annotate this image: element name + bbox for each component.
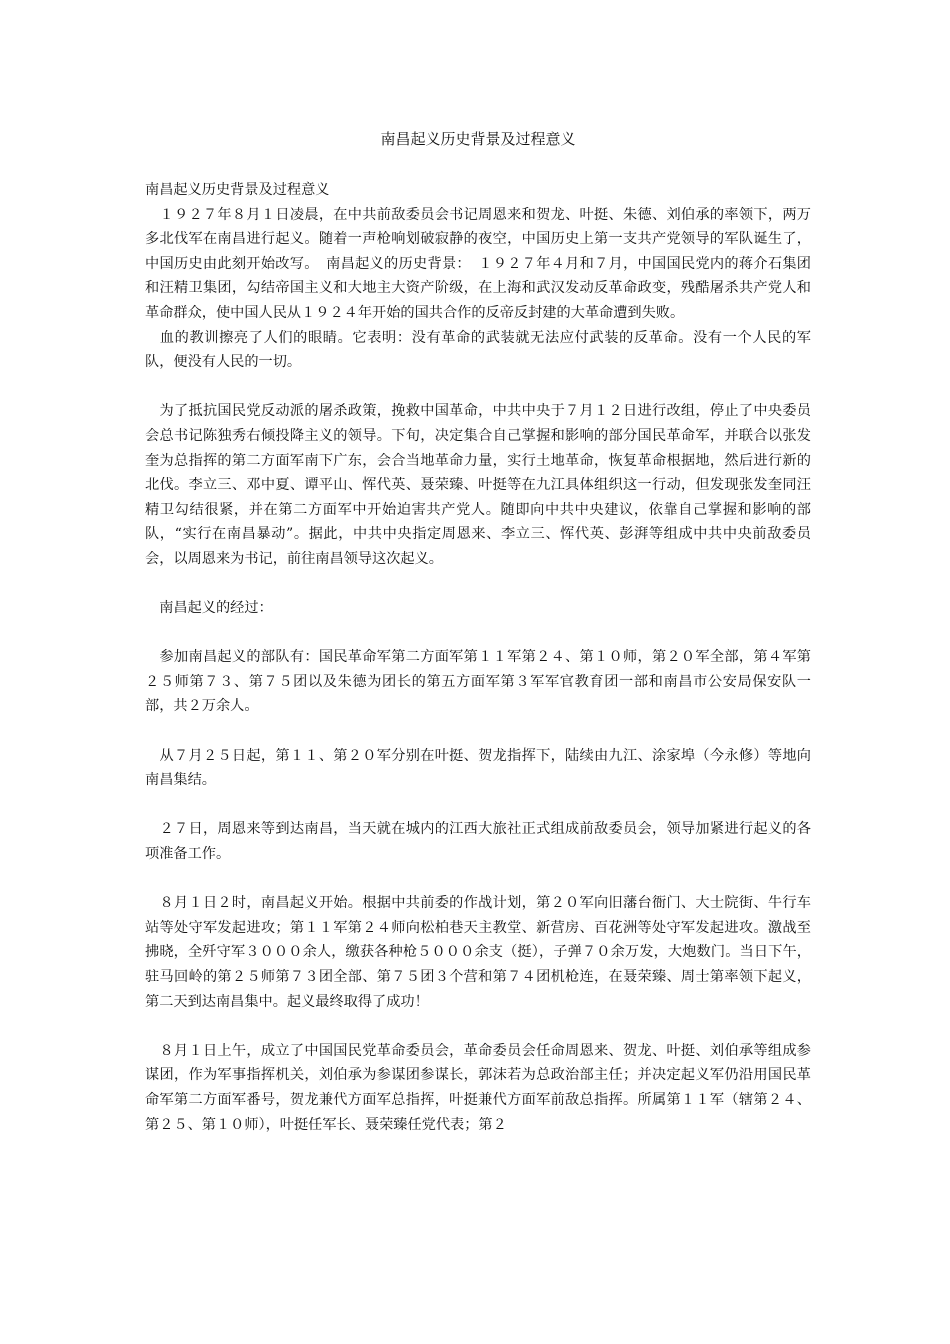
paragraph-gap (145, 719, 811, 744)
paragraph-gap (145, 375, 811, 400)
paragraph-gap (145, 793, 811, 818)
paragraph-gap (145, 572, 811, 597)
paragraph-gap (145, 1014, 811, 1039)
paragraph-gap (145, 621, 811, 646)
paragraph-subtitle: 南昌起义历史背景及过程意义 (145, 182, 330, 198)
paragraph-gap (145, 867, 811, 892)
document-body (145, 178, 811, 1137)
paragraph-assembly: 从７月２５日起，第１１、第２０军分别在叶挺、贺龙指挥下，陆续由九江、涂家埠（今永修）等地向南昌集结。 (145, 747, 811, 789)
paragraph-lesson: 血的教训擦亮了人们的眼睛。它表明：没有革命的武装就无法应付武装的反革命。没有一个人民的军队，便没有人民的一切。 (145, 329, 811, 371)
document-title: 南昌起义历史背景及过程意义 (380, 130, 576, 148)
paragraph-process-heading: 南昌起义的经过： (145, 600, 273, 617)
paragraph-committee: ８月１日上午，成立了中国国民党革命委员会，革命委员会任命周恩来、贺龙、叶挺、刘伯承等组成参谋团，作为军事指挥机关，刘伯承为参谋团参谋长，郭沫若为总政治部主任；并决定起义军仍沿用国民革命军第二方面军番号，贺龙兼代方面军总指挥，叶挺兼代方面军前敌总指挥。所属第１１军（辖第２４、第２５、第１０师），叶挺任军长、聂荣臻任党代表；第２ (145, 1042, 811, 1133)
paragraph-arrival: ２７日，周恩来等到达南昌，当天就在城内的江西大旅社正式组成前敌委员会，领导加紧进行起义的各项准备工作。 (145, 821, 811, 863)
paragraph-battle: ８月１日２时，南昌起义开始。根据中共前委的作战计划，第２０军向旧藩台衙门、大士院街、牛行车站等处守军发起进攻；第１１军第２４师向松柏巷天主教堂、新营房、百花洲等处守军发起进攻。激战至拂晓，全歼守军３０００余人，缴获各种枪５０００余支（挺），子弹７０余万发，大炮数门。当日下午，驻马回岭的第２５师第７３团全部、第７５团３个营和第７４团机枪连，在聂荣臻、周士第率领下起义，第二天到达南昌集中。起义最终取得了成功！ (145, 895, 811, 1010)
paragraph-troops: 参加南昌起义的部队有：国民革命军第二方面军第１１军第２４、第１０师，第２０军全部，第４军第２５师第７３、第７５团以及朱德为团长的第五方面军第３军军官教育团一部和南昌市公安局保安队一部，共２万余人。 (145, 649, 811, 715)
paragraph-reorganization: 为了抵抗国民党反动派的屠杀政策，挽救中国革命，中共中央于７月１２日进行改组，停止了中央委员会总书记陈独秀右倾投降主义的领导。下旬，决定集合自己掌握和影响的部分国民革命军，并联合以张发奎为总指挥的第二方面军南下广东，会合当地革命力量，实行土地革命，恢复革命根据地，然后进行新的北伐。李立三、邓中夏、谭平山、恽代英、聂荣臻、叶挺等在九江具体组织这一行动，但发现张发奎同汪精卫勾结很紧，并在第二方面军中开始迫害共产党人。随即向中共中央建议，依靠自己掌握和影响的部队，“实行在南昌暴动”。据此，中共中央指定周恩来、李立三、恽代英、彭湃等组成中共中央前敌委员会，以周恩来为书记，前往南昌领导这次起义。 (145, 403, 811, 567)
paragraph-uprising-intro: １９２７年８月１日凌晨，在中共前敌委员会书记周恩来和贺龙、叶挺、朱德、刘伯承的率领下，两万多北伐军在南昌进行起义。随着一声枪响划破寂静的夜空，中国历史上第一支共产党领导的军队诞生了，中国历史由此刻开始改写。 南昌起义的历史背景： １９２７年４月和７月，中国国民党内的蒋介石集团和汪精卫集团，勾结帝国主义和大地主大资产阶级，在上海和武汉发动反革命政变，残酷屠杀共产党人和革命群众，使中国人民从１９２４年开始的国共合作的反帝反封建的大革命遭到失败。 (145, 206, 811, 321)
